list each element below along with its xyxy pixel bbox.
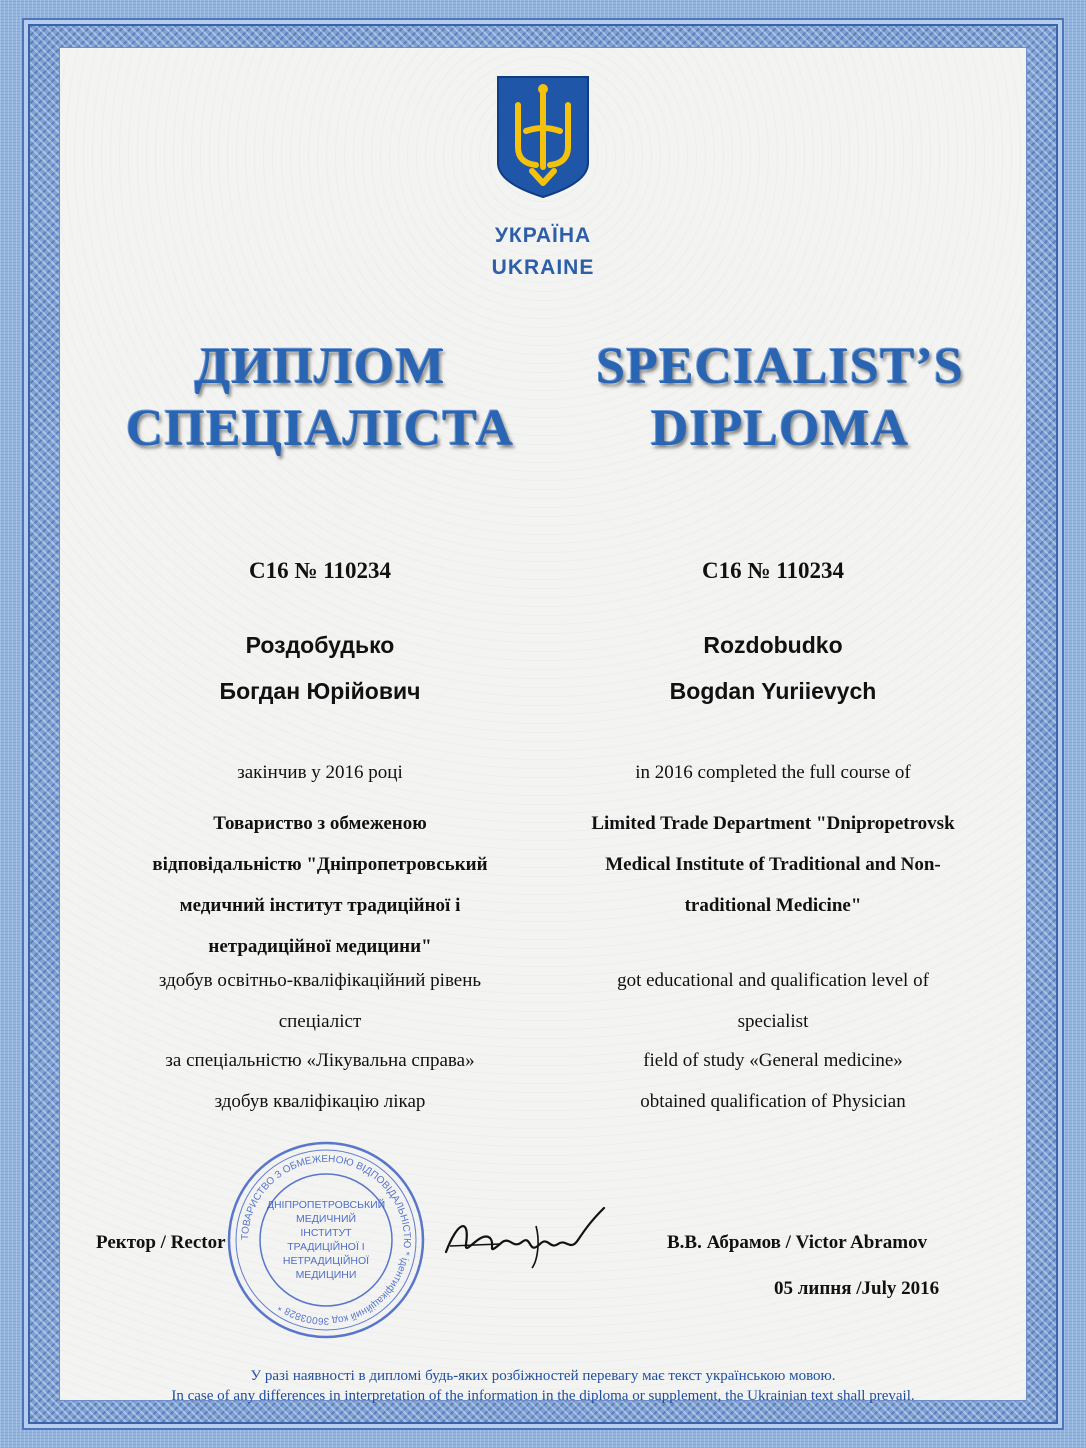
footer-note-en: In case of any differences in interpretation of the information in the diploma or supplement, the Ukrainian text shall prevail. bbox=[171, 1388, 915, 1404]
institution-uk-line: відповідальністю "Дніпропетровський bbox=[152, 854, 488, 875]
institution-en-line: traditional Medicine" bbox=[684, 895, 862, 916]
level-label-en: got educational and qualification level of bbox=[617, 970, 929, 991]
country-name-uk: УКРАЇНА bbox=[494, 224, 592, 247]
surname-en: Rozdobudko bbox=[703, 632, 843, 658]
institution-seal bbox=[226, 1140, 426, 1340]
title-en-line2: DIPLOMA bbox=[650, 400, 910, 457]
svg-text:ТОВАРИСТВО З ОБМЕЖЕНОЮ ВІДПОВІ bbox=[240, 1154, 412, 1326]
seal-text-line: ТРАДИЦІЙНОЇ І bbox=[287, 1241, 365, 1253]
seal-text-line: МЕДИЦИНИ bbox=[295, 1269, 357, 1281]
rector-signature bbox=[440, 1200, 610, 1270]
title-en bbox=[570, 336, 990, 460]
country-name-en: UKRAINE bbox=[491, 256, 595, 279]
seal-ring-text: ТОВАРИСТВО З ОБМЕЖЕНОЮ ВІДПОВІДАЛЬНІСТЮ * ідентифікаційний код 36003828 * bbox=[239, 1153, 413, 1327]
specialty-uk: за спеціальністю «Лікувальна справа» bbox=[165, 1050, 475, 1071]
level-en: specialist bbox=[737, 1011, 809, 1032]
title-en-line1: SPECIALIST’S bbox=[596, 338, 964, 395]
qualification-uk: здобув кваліфікацію лікар bbox=[214, 1091, 426, 1112]
institution-uk bbox=[90, 803, 550, 967]
given-name-uk: Богдан Юрійович bbox=[219, 678, 421, 704]
rector-name: В.В. Абрамов / Victor Abramov bbox=[667, 1232, 928, 1253]
seal-text-line: ІНСТИТУТ bbox=[300, 1227, 352, 1239]
institution-en-line: Medical Institute of Traditional and Non- bbox=[605, 854, 941, 875]
footer-note-uk: У разі наявності в дипломі будь-яких розбіжностей перевагу має текст українською мовою. bbox=[250, 1368, 836, 1384]
surname-uk: Роздобудько bbox=[245, 632, 395, 658]
completed-en: in 2016 completed the full course of bbox=[635, 762, 911, 783]
seal-text-line: НЕТРАДИЦІЙНОЇ bbox=[282, 1255, 370, 1267]
diploma-number-left: C16 № 110234 bbox=[249, 558, 391, 583]
institution-uk-line: Товариство з обмеженою bbox=[213, 813, 427, 834]
seal-text-line: ДНІПРОПЕТРОВСЬКИЙ bbox=[266, 1199, 386, 1211]
rector-label: Ректор / Rector bbox=[96, 1232, 226, 1253]
holder-name-uk bbox=[120, 622, 520, 714]
title-uk-line1: ДИПЛОМ bbox=[194, 338, 446, 395]
holder-name-en bbox=[573, 622, 973, 714]
completed-uk: закінчив у 2016 році bbox=[237, 762, 403, 783]
level-label-uk: здобув освітньо-кваліфікаційний рівень bbox=[158, 970, 482, 991]
institution-uk-line: медичний інститут традиційної і bbox=[179, 895, 461, 916]
title-uk bbox=[110, 336, 530, 460]
ukraine-coat-of-arms-icon bbox=[496, 75, 590, 199]
qualification-en: obtained qualification of Physician bbox=[640, 1091, 906, 1112]
issue-date: 05 липня /July 2016 bbox=[774, 1278, 940, 1299]
diploma-number-right: C16 № 110234 bbox=[702, 558, 844, 583]
diploma-paper bbox=[60, 48, 1026, 1400]
title-uk-line2: СПЕЦІАЛІСТА bbox=[125, 400, 515, 457]
institution-en bbox=[543, 803, 1003, 926]
seal-text-line: МЕДИЧНИЙ bbox=[295, 1213, 357, 1225]
level-uk: спеціаліст bbox=[278, 1011, 362, 1032]
institution-en-line: Limited Trade Department "Dnipropetrovsk bbox=[591, 813, 955, 834]
given-name-en: Bogdan Yuriievych bbox=[669, 678, 877, 704]
specialty-en: field of study «General medicine» bbox=[643, 1050, 903, 1071]
institution-uk-line: нетрадиційної медицини" bbox=[208, 936, 432, 957]
